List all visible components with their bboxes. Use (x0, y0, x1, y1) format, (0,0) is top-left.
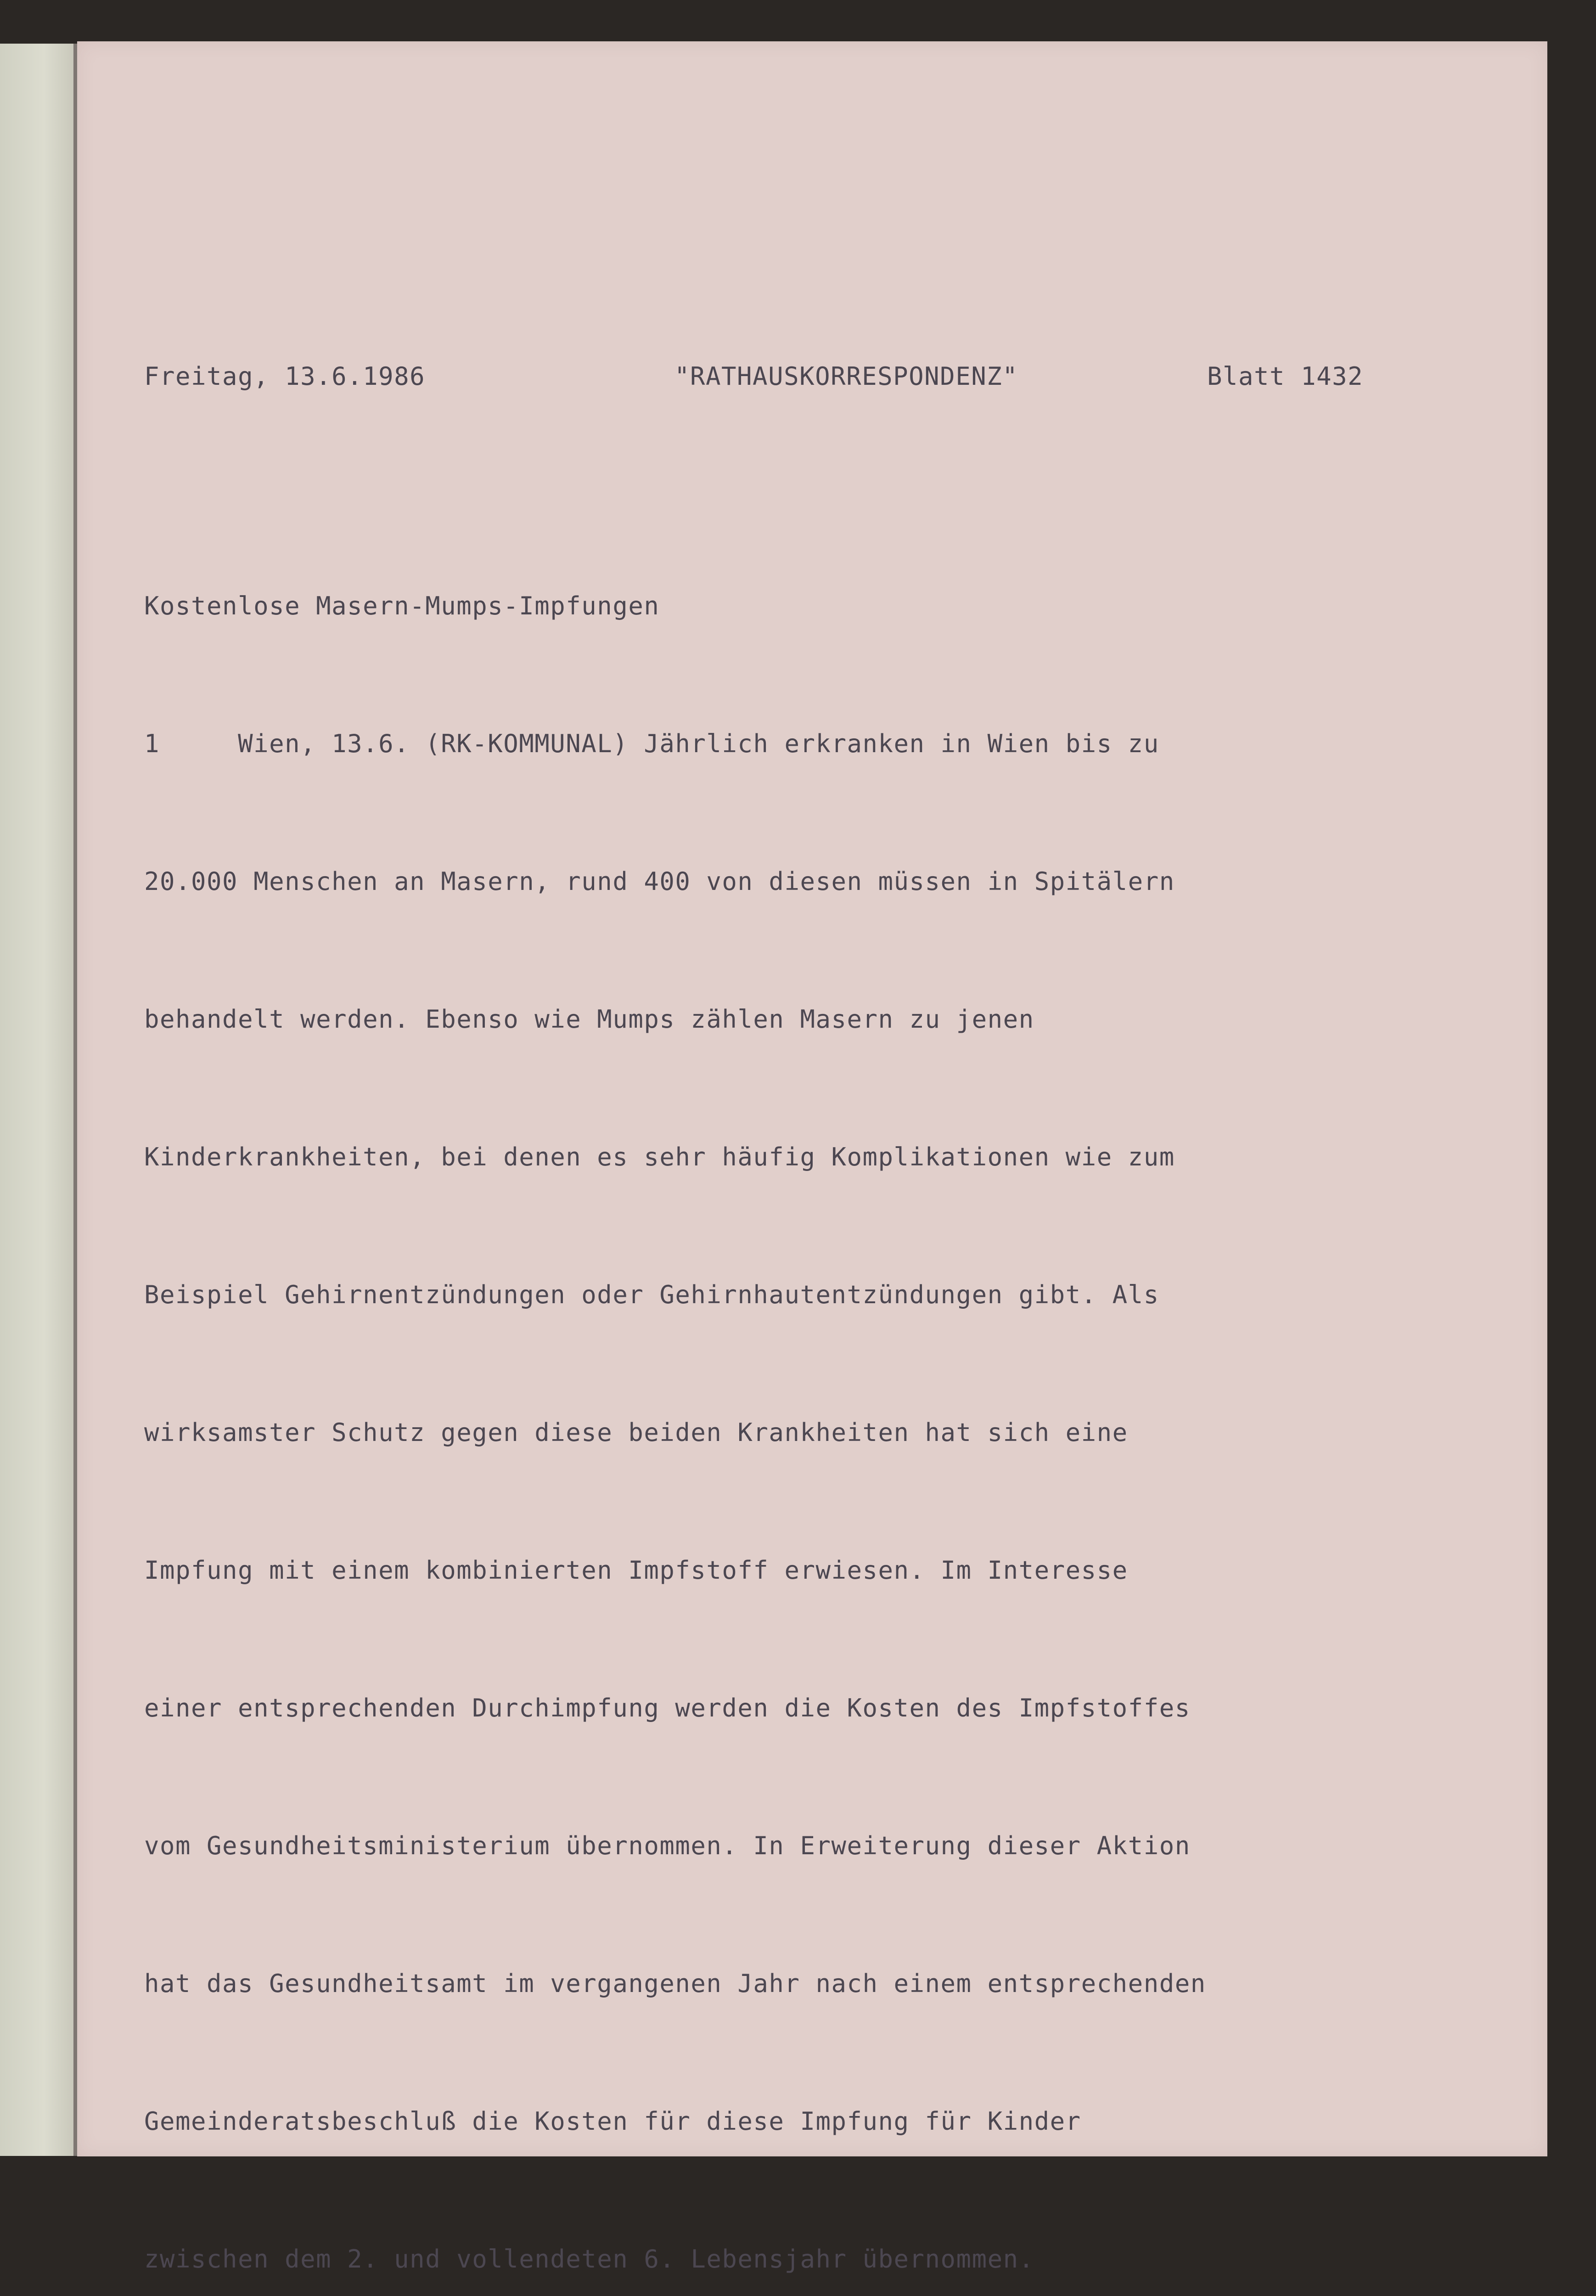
previous-page-edge (0, 44, 75, 2156)
article-line: Kinderkrankheiten, bei denen es sehr häufig Komplikationen wie zum (144, 1142, 1175, 1171)
article-line: hat das Gesundheitsamt im vergangenen Jahr nach einem entsprechenden (144, 1969, 1206, 1998)
article-line: zwischen dem 2. und vollendeten 6. Lebensjahr übernommen. (144, 2245, 1034, 2273)
article-line: 1 Wien, 13.6. (RK-KOMMUNAL) Jährlich erkranken in Wien bis zu (144, 729, 1159, 758)
article-line: einer entsprechenden Durchimpfung werden die Kosten des Impfstoffes (144, 1694, 1191, 1722)
header-sheet-number: Blatt 1432 (1207, 362, 1364, 391)
page-header (144, 354, 1476, 400)
header-date: Freitag, 13.6.1986 (144, 362, 426, 391)
article-line: 20.000 Menschen an Masern, rund 400 von diesen müssen in Spitälern (144, 867, 1175, 896)
article-line: wirksamster Schutz gegen diese beiden Krankheiten hat sich eine (144, 1418, 1128, 1447)
article-line: vom Gesundheitsministerium übernommen. In Erweiterung dieser Aktion (144, 1831, 1191, 1860)
typed-document (144, 216, 1476, 2296)
article-line: Impfung mit einem kombinierten Impfstoff erwiesen. Im Interesse (144, 1556, 1128, 1585)
article-line: Beispiel Gehirnentzündungen oder Gehirnhautentzündungen gibt. Als (144, 1280, 1159, 1309)
article-title: Kostenlose Masern-Mumps-Impfungen (144, 591, 660, 620)
article-line: behandelt werden. Ebenso wie Mumps zählen Masern zu jenen (144, 1005, 1034, 1034)
header-publication: "RATHAUSKORRESPONDENZ" (674, 362, 1018, 391)
article-line: Gemeinderatsbeschluß die Kosten für diese Impfung für Kinder (144, 2107, 1081, 2136)
document-page (77, 41, 1547, 2273)
